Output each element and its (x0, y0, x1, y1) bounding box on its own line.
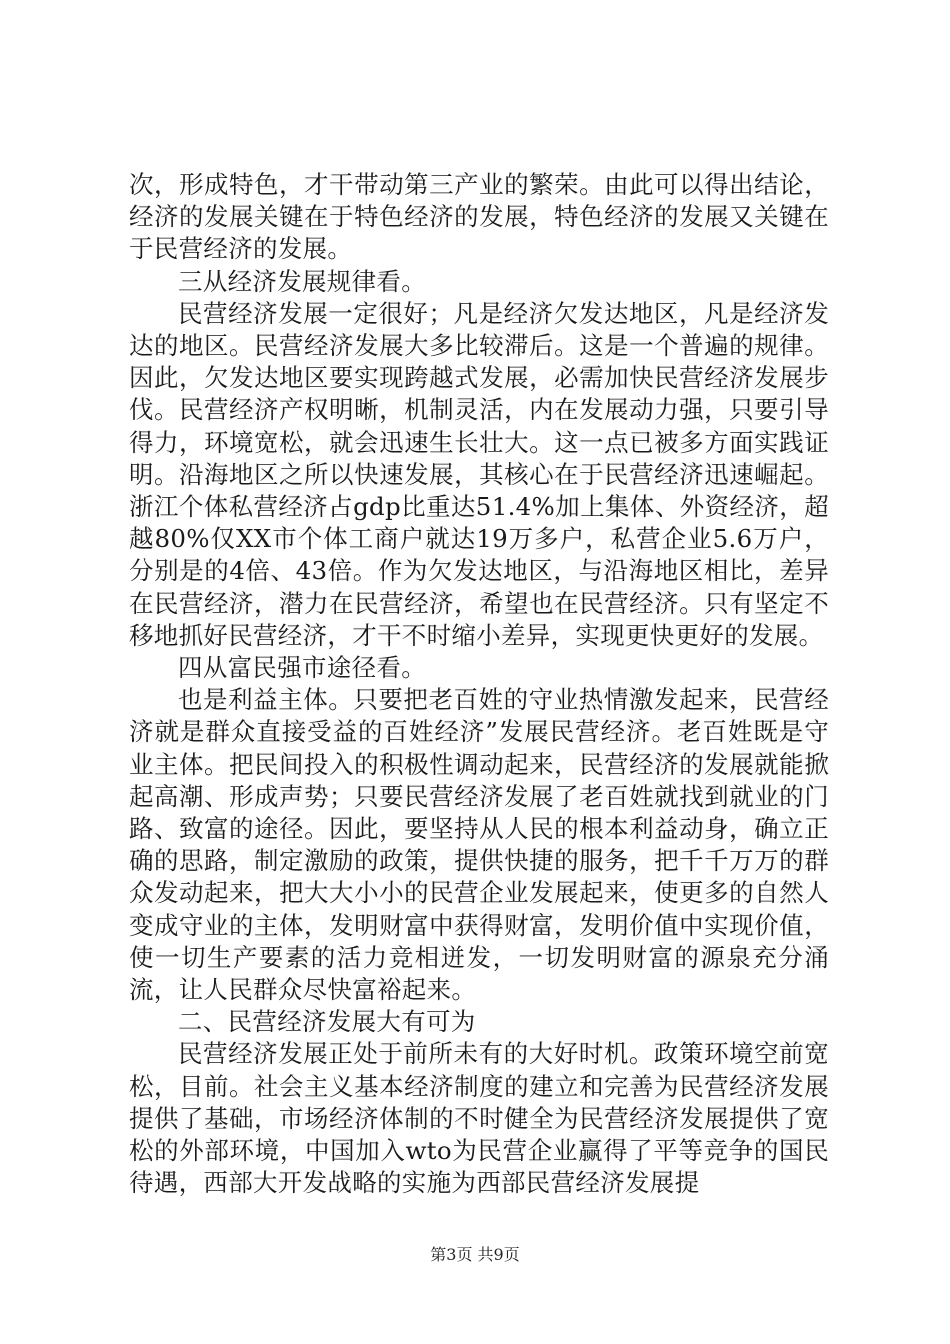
paragraph-3: 也是利益主体。只要把老百姓的守业热情激发起来，民营经济就是群众直接受益的百姓经济”发展民营经济。老百姓既是守业主体。把民间投入的积极性调动起来，民营经济的发展就能掀起高潮、形成声势；只要民营经济发展了老百姓就找到就业的门路、致富的途径。因此，要坚持从人民的根本利益动身，确立正确的思路，制定激励的政策，提供快捷的服务，把千千万万的群众发动起来，把大大小小的民营企业发展起来，使更多的自然人变成守业的主体，发明财富中获得财富，发明价值中实现价值，使一切生产要素的活力竞相迸发，一切发明财富的源泉充分涌流，让人民群众尽快富裕起来。 (129, 685, 829, 1005)
section-heading-part-2: 二、民营经济发展大有可为 (178, 1007, 476, 1037)
page-number-label: 第3页 共9页 (430, 1245, 520, 1264)
paragraph-2: 民营经济发展一定很好；凡是经济欠发达地区，凡是经济发达的地区。民营经济发展大多比较滞后。这是一个普遍的规律。因此，欠发达地区要实现跨越式发展，必需加快民营经济发展步伐。民营经济产权明晰，机制灵活，内在发展动力强，只要引导得力，环境宽松，就会迅速生长壮大。这一点已被多方面实践证明。沿海地区之所以快速发展，其核心在于民营经济迅速崛起。浙江个体私营经济占gdp比重达51.4%加上集体、外资经济，超越80%仅XX市个体工商户就达19万多户，私营企业5.6万户，分别是的4倍、43倍。作为欠发达地区，与沿海地区相比，差异在民营经济，潜力在民营经济，希望也在民营经济。只有坚定不移地抓好民营经济，才干不时缩小差异，实现更快更好的发展。 (129, 298, 829, 650)
paragraph-1: 次，形成特色，才干带动第三产业的繁荣。由此可以得出结论，经济的发展关键在于特色经济的发展，特色经济的发展又关键在于民营经济的发展。 (129, 170, 829, 264)
section-heading-3: 三从经济发展规律看。 (178, 266, 426, 296)
paragraph-4: 民营经济发展正处于前所未有的大好时机。政策环境空前宽松，目前。社会主义基本经济制度的建立和完善为民营经济发展提供了基础，市场经济体制的不时健全为民营经济发展提供了宽松的外部环境，中国加入wto为民营企业赢得了平等竞争的国民待遇，西部大开发战略的实施为西部民营经济发展提 (129, 1039, 829, 1198)
document-body (129, 169, 829, 1200)
section-heading-4: 四从富民强市途径看。 (178, 653, 426, 683)
page-footer (0, 1245, 950, 1265)
